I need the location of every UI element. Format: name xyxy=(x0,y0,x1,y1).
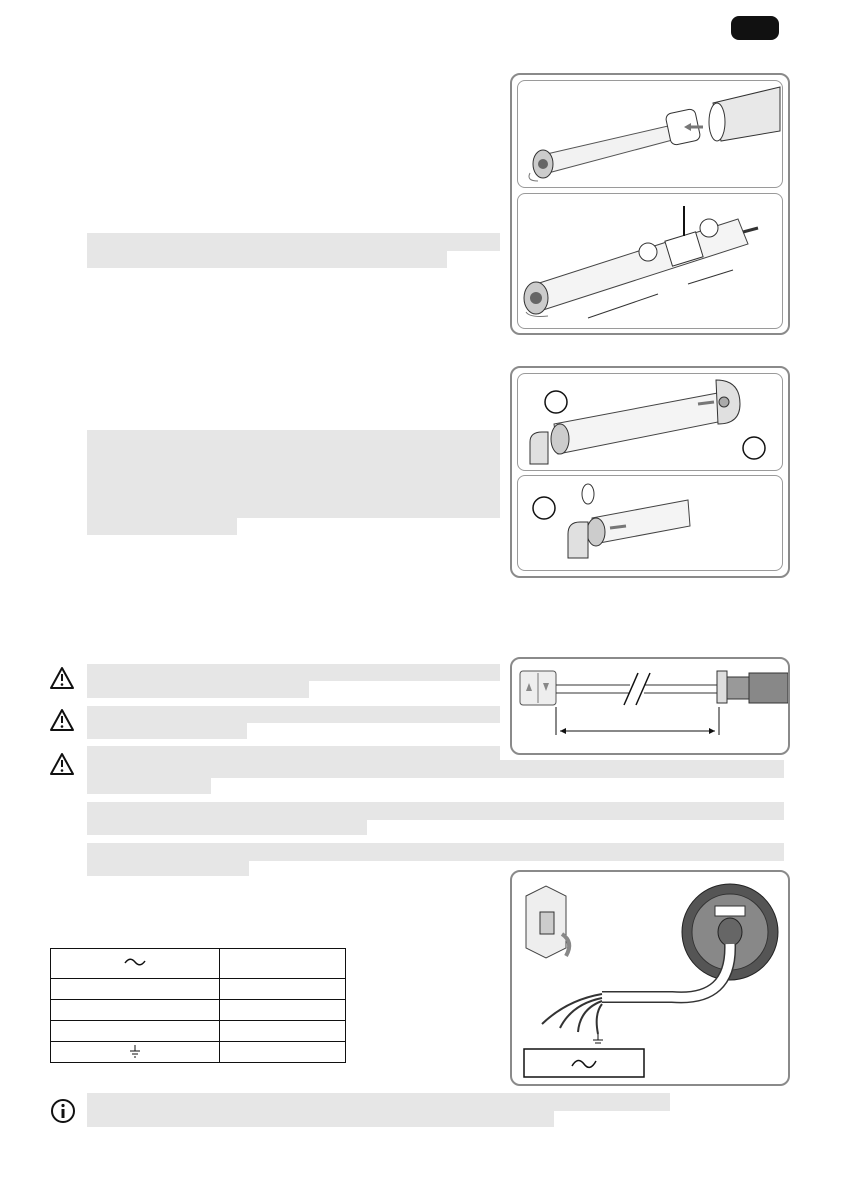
warning-triangle-icon xyxy=(49,666,75,690)
table-cell-value xyxy=(220,1021,346,1042)
table-cell-symbol xyxy=(51,1000,220,1021)
wiring-connection-illustration xyxy=(512,872,788,1084)
info-icon xyxy=(50,1098,76,1124)
warning-text-highlight xyxy=(87,664,500,681)
table-cell-symbol xyxy=(51,949,220,979)
alternating-current-icon xyxy=(123,956,147,968)
language-badge xyxy=(731,16,779,40)
warning-text-highlight xyxy=(87,723,247,739)
figure-panel-bracket-side xyxy=(517,373,783,471)
figure-motor-insertion xyxy=(510,73,790,335)
note-highlight xyxy=(87,802,784,820)
wiring-table xyxy=(50,948,346,1063)
figure-electrical-connection xyxy=(510,870,790,1086)
note-highlight xyxy=(87,843,784,861)
table-row xyxy=(51,1000,346,1021)
note-highlight xyxy=(87,861,249,876)
table-cell-symbol xyxy=(51,1021,220,1042)
warning-triangle-icon xyxy=(49,708,75,732)
earth-ground-icon xyxy=(128,1044,142,1058)
warning-triangle-icon xyxy=(49,752,75,776)
figure-cable-length xyxy=(510,657,790,755)
table-row xyxy=(51,1042,346,1063)
table-cell-value xyxy=(220,979,346,1000)
switch-to-motor-cable-illustration xyxy=(512,659,788,753)
table-row xyxy=(51,949,346,979)
table-cell-value xyxy=(220,1042,346,1063)
figure-bracket-mounting xyxy=(510,366,790,578)
info-text-highlight xyxy=(87,1093,670,1111)
figure-panel-fix-crown xyxy=(517,193,783,329)
note-highlight xyxy=(87,518,237,535)
table-row xyxy=(51,1021,346,1042)
tube-on-brackets-illustration xyxy=(518,374,782,470)
warning-text-highlight xyxy=(87,778,211,794)
table-cell-value xyxy=(220,949,346,979)
motor-fixing-illustration xyxy=(518,194,782,328)
note-highlight xyxy=(87,820,367,835)
figure-panel-insert-tube xyxy=(517,80,783,188)
motor-into-tube-illustration xyxy=(518,81,782,187)
figure-panel-clip-motor xyxy=(517,475,783,571)
note-highlight xyxy=(87,233,500,251)
table-cell-value xyxy=(220,1000,346,1021)
warning-text-highlight xyxy=(87,681,309,698)
warning-text-highlight xyxy=(87,746,500,760)
table-row xyxy=(51,979,346,1000)
table-cell-symbol xyxy=(51,979,220,1000)
note-highlight xyxy=(87,430,500,518)
note-highlight xyxy=(87,251,447,268)
table-cell-symbol xyxy=(51,1042,220,1063)
warning-text-highlight xyxy=(87,706,500,723)
motor-head-clip-illustration xyxy=(518,476,782,570)
info-text-highlight xyxy=(87,1111,554,1127)
warning-text-highlight xyxy=(87,760,784,778)
